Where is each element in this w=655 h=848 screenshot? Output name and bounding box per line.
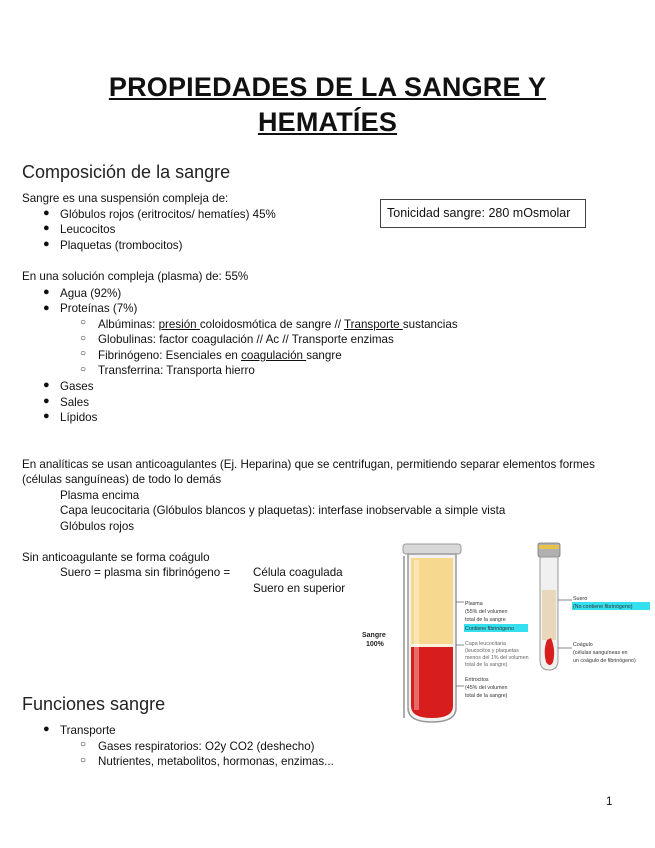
- intro-text: Sangre es una suspensión compleja de:: [22, 192, 229, 205]
- plasma-intro: En una solución compleja (plasma) de: 55%: [22, 270, 249, 283]
- layer-item: Capa leucocitaria (Glóbulos blancos y plaquetas): interfase inobservable a simple vista: [60, 504, 506, 517]
- list-item: Glóbulos rojos (eritrocitos/ hematíes) 45%: [60, 208, 276, 221]
- bullet-icon: ●: [43, 395, 50, 407]
- sangre-label: Sangre: [362, 632, 386, 639]
- coagulo-label: Coágulo: [573, 642, 593, 648]
- suero-label: Suero: [573, 596, 588, 602]
- serum-top: Suero en superior: [253, 582, 346, 595]
- coagulated-tube: [538, 543, 560, 670]
- list-item: Lípidos: [60, 411, 98, 424]
- tonicity-box: Tonicidad sangre: 280 mOsmolar: [380, 199, 586, 228]
- anticoagulated-tube: [403, 544, 461, 722]
- serum-layer: [542, 590, 556, 640]
- list-item: Agua (92%): [60, 287, 122, 300]
- albumin-mid: coloidosmótica de sangre //: [199, 318, 344, 331]
- bullet-icon: ●: [43, 238, 50, 250]
- eritro-label: Eritrocitos: [465, 677, 489, 683]
- fibrinogen-highlight-label: Contiene fibrinógeno: [465, 626, 514, 632]
- list-item: Proteínas (7%): [60, 302, 138, 315]
- plasma-label: total de la sangre: [465, 617, 506, 623]
- list-item-fibrinogen: [98, 349, 342, 362]
- page-title-line2: HEMATÍES: [257, 107, 398, 137]
- circle-bullet-icon: ○: [80, 755, 87, 766]
- buffy-label: menos del 1% del volumen: [465, 655, 529, 661]
- page-title: PROPIEDADES DE LA SANGRE Y: [108, 72, 547, 102]
- list-item: Gases: [60, 380, 94, 393]
- coag-cell: Célula coagulada: [253, 566, 343, 579]
- list-item: Gases respiratorios: O2y CO2 (deshecho): [98, 740, 315, 753]
- list-item-albumin: [98, 318, 458, 331]
- coagulo-label: un coágulo de fibrinógeno): [573, 658, 636, 664]
- plasma-label: (55% del volumen: [465, 609, 508, 615]
- albumin-label: Albúminas:: [98, 318, 159, 331]
- plasma-label: Plasma: [465, 601, 483, 607]
- blood-tubes-figure: [352, 540, 655, 725]
- analysis-line1: En analíticas se usan anticoagulantes (Ej. Heparina) que se centrifugan, permitiendo separar elementos formes: [22, 458, 595, 471]
- eritro-label: total de la sangre): [465, 693, 508, 699]
- sangre-percent: 100%: [366, 641, 384, 648]
- no-fibrinogen-label: (No contiene fibrinógeno): [573, 604, 633, 610]
- analysis-line2: (células sanguíneas) de todo lo demás: [22, 473, 222, 486]
- coag-line1: Sin anticoagulante se forma coágulo: [22, 551, 210, 564]
- buffy-label: total de la sangre): [465, 662, 508, 668]
- circle-bullet-icon: ○: [80, 364, 87, 375]
- layer-item: Glóbulos rojos: [60, 520, 135, 533]
- fibrinogen-end: sangre: [306, 349, 342, 362]
- buffy-label: Capa leucocitaria: [465, 641, 506, 647]
- layer-item: Plasma encima: [60, 489, 140, 502]
- albumin-end: sustancias: [402, 318, 458, 331]
- bullet-icon: ●: [43, 302, 50, 314]
- bullet-icon: ●: [43, 222, 50, 234]
- circle-bullet-icon: ○: [80, 317, 87, 328]
- fibrinogen-coag: coagulación: [241, 349, 307, 362]
- buffy-label: (leucocitos y plaquetas: [465, 648, 519, 654]
- list-item: Transporte: [60, 724, 116, 737]
- albumin-transport: Transporte: [343, 318, 403, 331]
- coagulo-label: (células sanguíneas en: [573, 650, 628, 656]
- list-item: Nutrientes, metabolitos, hormonas, enzimas...: [98, 755, 334, 768]
- bullet-icon: ●: [43, 410, 50, 422]
- list-item: Sales: [60, 396, 90, 409]
- fibrinogen-label: Fibrinógeno: Esenciales en: [98, 349, 242, 362]
- eritro-label: (45% del volumen: [465, 685, 508, 691]
- bullet-icon: ●: [43, 286, 50, 298]
- circle-bullet-icon: ○: [80, 739, 87, 750]
- albumin-pressure: presión: [158, 318, 200, 331]
- list-item: Leucocitos: [60, 223, 116, 236]
- list-item: Plaquetas (trombocitos): [60, 239, 183, 252]
- bullet-icon: ●: [43, 379, 50, 391]
- list-item: Transferrina: Transporta hierro: [98, 364, 255, 377]
- circle-bullet-icon: ○: [80, 333, 87, 344]
- bullet-icon: ●: [43, 207, 50, 219]
- bullet-icon: ●: [43, 723, 50, 735]
- circle-bullet-icon: ○: [80, 348, 87, 359]
- heading-funciones: Funciones sangre: [22, 694, 166, 714]
- heading-composicion: Composición de la sangre: [22, 162, 231, 182]
- page-number: 1: [606, 795, 613, 808]
- list-item: Globulinas: factor coagulación // Ac // Transporte enzimas: [98, 333, 394, 346]
- serum-definition: Suero = plasma sin fibrinógeno =: [60, 566, 231, 579]
